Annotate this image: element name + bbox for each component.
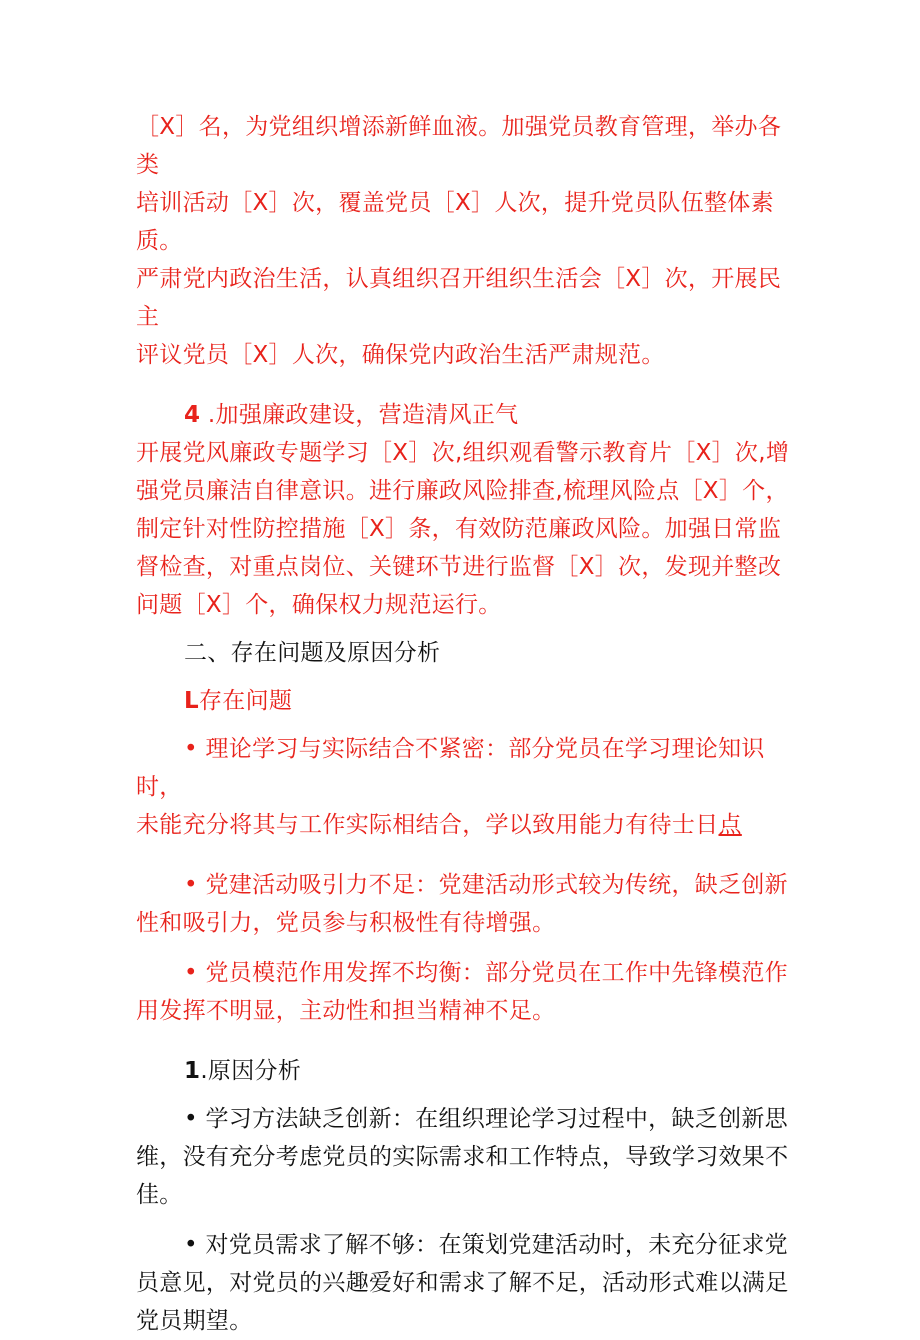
cause-line: 员意见，对党员的兴趣爱好和需求了解不足，活动形式难以满足	[136, 1270, 789, 1296]
heading-4-text: .加强廉政建设，营造清风正气	[200, 402, 519, 428]
paragraph-party-building	[136, 108, 796, 374]
subheading-problems-number: L	[184, 688, 199, 714]
text-line: 制定针对性防控措施［X］条，有效防范廉政风险。加强日常监	[136, 516, 782, 542]
text-line: 强党员廉洁自律意识。进行廉政风险排查,梳理风险点［X］个，	[136, 478, 789, 504]
subheading-causes-text: .原因分析	[200, 1058, 302, 1084]
document-page	[136, 108, 796, 1340]
text-line: 督检查，对重点岗位、关键环节进行监督［X］次，发现并整改	[136, 554, 782, 580]
subheading-problems-text: 存在问题	[198, 688, 293, 714]
problem-line-1: • 理论学习与实际结合不紧密：部分党员在学习理论知识时，	[136, 736, 765, 800]
problem-line-2-text: 未能充分将其与工作实际相结合，学以致用能力有待士日	[136, 812, 719, 838]
problem-item	[136, 954, 796, 1030]
cause-item	[136, 1226, 796, 1340]
problem-line-1: • 党建活动吸引力不足：党建活动形式较为传统，缺乏创新	[184, 872, 788, 898]
cause-line: 党员期望。	[136, 1308, 253, 1334]
cause-line: • 学习方法缺乏创新：在组织理论学习过程中，缺乏创新思	[184, 1106, 788, 1132]
cause-line: • 对党员需求了解不够：在策划党建活动时，未充分征求党	[184, 1232, 788, 1258]
problem-item	[136, 866, 796, 942]
cause-item	[136, 1100, 796, 1214]
cause-line: 佳。	[136, 1182, 183, 1208]
cause-line: 维，没有充分考虑党员的实际需求和工作特点，导致学习效果不	[136, 1144, 789, 1170]
text-line: 严肃党内政治生活，认真组织召开组织生活会［X］次，开展民主	[136, 266, 782, 330]
text-line: 开展党风廉政专题学习［X］次,组织观看警示教育片［X］次,增	[136, 440, 790, 466]
paragraph-integrity	[136, 434, 796, 624]
heading-4-number: 4	[184, 402, 201, 428]
problem-line-2	[136, 806, 796, 844]
problem-item	[136, 730, 796, 844]
heading-4	[136, 396, 796, 434]
text-line: ［X］名，为党组织增添新鲜血液。加强党员教育管理，举办各类	[136, 114, 782, 178]
subheading-causes-number: 1	[184, 1058, 201, 1084]
subheading-problems	[136, 682, 796, 720]
problem-line-2-tail: 点	[718, 812, 742, 838]
subheading-causes	[136, 1052, 796, 1090]
section-heading-2: 二、存在问题及原因分析	[184, 640, 441, 666]
text-line: 培训活动［X］次，覆盖党员［X］人次，提升党员队伍整体素质。	[136, 190, 774, 254]
problem-line-2: 用发挥不明显，主动性和担当精神不足。	[136, 998, 556, 1024]
text-line: 问题［X］个，确保权力规范运行。	[136, 592, 502, 618]
problem-line-1: • 党员模范作用发挥不均衡：部分党员在工作中先锋模范作	[184, 960, 788, 986]
problem-line-2: 性和吸引力，党员参与积极性有待增强。	[136, 910, 556, 936]
text-line: 评议党员［X］人次，确保党内政治生活严肃规范。	[136, 342, 665, 368]
